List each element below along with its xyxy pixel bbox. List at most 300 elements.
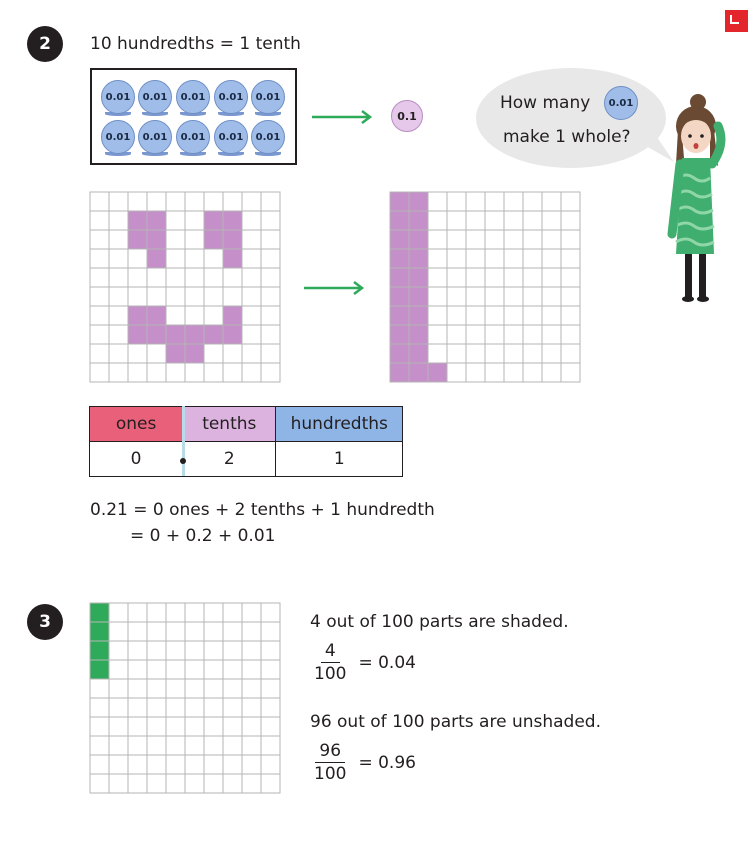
grid-cell xyxy=(223,774,242,793)
grid-cell xyxy=(542,344,561,363)
grid-cell xyxy=(466,325,485,344)
grid-cell xyxy=(223,622,242,641)
grid-cell xyxy=(185,774,204,793)
hundredth-coin: 0.01 xyxy=(251,80,285,114)
grid-cell xyxy=(466,192,485,211)
grid-cell xyxy=(561,363,580,382)
grid-cell xyxy=(128,736,147,755)
grid-cell xyxy=(542,268,561,287)
grid-cell-shaded xyxy=(390,192,409,211)
grid-cell xyxy=(147,192,166,211)
grid-cell xyxy=(242,325,261,344)
grid-cell xyxy=(128,268,147,287)
grid-cell xyxy=(485,325,504,344)
grid-cell-shaded xyxy=(128,306,147,325)
grid-cell xyxy=(90,755,109,774)
grid-cell xyxy=(523,249,542,268)
grid-cell xyxy=(561,268,580,287)
grid-cell xyxy=(166,698,185,717)
grid-cell xyxy=(166,717,185,736)
grid-cell xyxy=(166,603,185,622)
grid-cell xyxy=(447,230,466,249)
grid-cell-shaded xyxy=(90,603,109,622)
grid-cell xyxy=(466,211,485,230)
grid-cell xyxy=(504,192,523,211)
grid-cell xyxy=(261,774,280,793)
grid-cell xyxy=(147,679,166,698)
grid-cell xyxy=(466,268,485,287)
grid-cell xyxy=(109,268,128,287)
grid-cell-shaded xyxy=(223,230,242,249)
grid-cell-shaded xyxy=(390,325,409,344)
pv-value-hundredths: 1 xyxy=(276,442,403,477)
grid-cell xyxy=(485,363,504,382)
grid-cell xyxy=(242,344,261,363)
grid-cell-shaded xyxy=(409,249,428,268)
grid-cell xyxy=(185,679,204,698)
grid-cell xyxy=(523,192,542,211)
grid-cell xyxy=(485,344,504,363)
grid-cell xyxy=(90,363,109,382)
pv-header-hundredths: hundredths xyxy=(276,407,403,442)
hundredth-coin: 0.01 xyxy=(214,120,248,154)
grid-cell xyxy=(504,344,523,363)
grid-cell xyxy=(523,230,542,249)
grid-cell xyxy=(485,287,504,306)
grid-cell xyxy=(109,325,128,344)
grid-cell xyxy=(561,344,580,363)
grid-cell xyxy=(428,230,447,249)
grid-cell xyxy=(485,268,504,287)
grid-cell xyxy=(523,325,542,344)
grid-cell xyxy=(204,344,223,363)
grid-cell xyxy=(523,268,542,287)
grid-cell xyxy=(147,287,166,306)
grid-cell xyxy=(223,755,242,774)
hundred-grid-right xyxy=(389,191,581,383)
grid-cell xyxy=(242,755,261,774)
grid-cell-shaded xyxy=(409,230,428,249)
grid-cell xyxy=(204,622,223,641)
grid-cell xyxy=(90,287,109,306)
equation-line-1: 0.21 = 0 ones + 2 tenths + 1 hundredth xyxy=(90,500,435,520)
grid-cell xyxy=(485,306,504,325)
grid-cell xyxy=(166,192,185,211)
hundred-grid-left xyxy=(89,191,281,383)
grid-cell xyxy=(504,363,523,382)
grid-cell xyxy=(523,287,542,306)
grid-cell xyxy=(128,660,147,679)
grid-cell xyxy=(147,622,166,641)
grid-cell xyxy=(485,230,504,249)
grid-cell xyxy=(504,249,523,268)
grid-cell-shaded xyxy=(409,268,428,287)
grid-cell xyxy=(261,325,280,344)
grid-cell xyxy=(485,192,504,211)
grid-cell xyxy=(542,363,561,382)
grid-cell xyxy=(147,717,166,736)
grid-cell xyxy=(90,192,109,211)
grid-cell xyxy=(466,344,485,363)
grid-cell xyxy=(504,268,523,287)
grid-cell xyxy=(90,325,109,344)
grid-cell xyxy=(261,268,280,287)
grid-cell xyxy=(504,325,523,344)
grid-cell xyxy=(223,717,242,736)
grid-cell xyxy=(185,660,204,679)
grid-cell xyxy=(166,622,185,641)
grid-cell xyxy=(109,363,128,382)
grid-cell xyxy=(466,363,485,382)
grid-cell xyxy=(128,717,147,736)
grid-cell xyxy=(261,287,280,306)
grid-cell xyxy=(166,249,185,268)
grid-cell xyxy=(523,363,542,382)
grid-cell-shaded xyxy=(128,230,147,249)
right-arrow-icon xyxy=(312,110,374,124)
speech-text-line1: How many xyxy=(500,93,591,113)
grid-cell xyxy=(242,660,261,679)
grid-cell xyxy=(242,363,261,382)
grid-cell xyxy=(166,736,185,755)
grid-cell xyxy=(223,736,242,755)
grid-cell-shaded xyxy=(390,287,409,306)
grid-cell xyxy=(523,344,542,363)
grid-cell xyxy=(185,603,204,622)
grid-cell xyxy=(166,211,185,230)
grid-cell-shaded xyxy=(204,230,223,249)
fraction-result: = 0.04 xyxy=(358,652,416,673)
grid-cell-shaded xyxy=(128,325,147,344)
grid-cell xyxy=(242,641,261,660)
grid-cell xyxy=(109,230,128,249)
grid-cell xyxy=(185,698,204,717)
grid-cell xyxy=(223,363,242,382)
grid-cell xyxy=(428,344,447,363)
grid-cell xyxy=(542,306,561,325)
grid-cell xyxy=(223,287,242,306)
grid-cell xyxy=(428,211,447,230)
grid-cell xyxy=(223,192,242,211)
equation-line-2: = 0 + 0.2 + 0.01 xyxy=(130,526,276,546)
grid-cell xyxy=(542,230,561,249)
grid-cell xyxy=(147,603,166,622)
hundredth-coin: 0.01 xyxy=(176,120,210,154)
grid-cell xyxy=(128,192,147,211)
hundred-grid-q3 xyxy=(89,602,281,794)
grid-cell xyxy=(261,717,280,736)
grid-cell xyxy=(561,192,580,211)
hundredth-coin: 0.01 xyxy=(214,80,248,114)
grid-cell xyxy=(204,306,223,325)
grid-cell xyxy=(561,306,580,325)
grid-cell xyxy=(128,755,147,774)
grid-cell xyxy=(147,774,166,793)
grid-cell-shaded xyxy=(390,344,409,363)
grid-cell xyxy=(185,211,204,230)
pv-value-ones: 0 xyxy=(90,442,183,477)
grid-cell xyxy=(128,287,147,306)
grid-cell xyxy=(447,306,466,325)
grid-cell xyxy=(166,230,185,249)
grid-cell-shaded xyxy=(147,325,166,344)
grid-cell xyxy=(523,306,542,325)
grid-cell xyxy=(242,287,261,306)
grid-cell xyxy=(185,306,204,325)
grid-cell xyxy=(466,306,485,325)
decimal-point xyxy=(180,458,186,464)
grid-cell xyxy=(204,268,223,287)
hundredth-coin: 0.01 xyxy=(138,80,172,114)
grid-cell xyxy=(223,679,242,698)
place-value-table xyxy=(89,406,403,477)
tenth-coin: 0.1 xyxy=(391,100,423,132)
grid-cell-shaded xyxy=(147,230,166,249)
grid-cell xyxy=(166,306,185,325)
grid-cell-shaded xyxy=(409,211,428,230)
grid-cell xyxy=(485,249,504,268)
grid-cell xyxy=(261,306,280,325)
grid-cell xyxy=(223,344,242,363)
grid-cell xyxy=(428,287,447,306)
grid-cell xyxy=(542,249,561,268)
grid-cell xyxy=(542,325,561,344)
grid-cell xyxy=(428,306,447,325)
grid-cell xyxy=(147,660,166,679)
q3-shaded-statement: 4 out of 100 parts are shaded. xyxy=(310,612,569,632)
hundredth-coin: 0.01 xyxy=(101,80,135,114)
grid-cell xyxy=(204,774,223,793)
grid-cell xyxy=(242,736,261,755)
grid-cell xyxy=(466,249,485,268)
hundredth-coin: 0.01 xyxy=(101,120,135,154)
grid-cell xyxy=(185,192,204,211)
hundredth-coin: 0.01 xyxy=(138,120,172,154)
grid-cell xyxy=(504,306,523,325)
grid-cell xyxy=(242,774,261,793)
grid-cell xyxy=(109,306,128,325)
grid-cell xyxy=(109,660,128,679)
grid-cell xyxy=(261,230,280,249)
grid-cell xyxy=(109,249,128,268)
girl-character-illustration xyxy=(660,94,732,304)
grid-cell xyxy=(204,698,223,717)
grid-cell xyxy=(261,660,280,679)
grid-cell xyxy=(90,249,109,268)
grid-cell xyxy=(428,249,447,268)
grid-cell xyxy=(147,268,166,287)
grid-cell xyxy=(242,249,261,268)
grid-cell-shaded xyxy=(223,249,242,268)
pv-header-tenths: tenths xyxy=(183,407,276,442)
grid-cell xyxy=(242,717,261,736)
grid-cell xyxy=(185,755,204,774)
grid-cell xyxy=(485,211,504,230)
q3-fraction-2 xyxy=(310,740,416,785)
grid-cell xyxy=(128,698,147,717)
grid-cell-shaded xyxy=(147,306,166,325)
grid-cell xyxy=(447,363,466,382)
grid-cell xyxy=(166,641,185,660)
grid-cell xyxy=(147,698,166,717)
grid-cell-shaded xyxy=(185,344,204,363)
grid-cell xyxy=(185,363,204,382)
q3-fraction-1 xyxy=(310,640,416,685)
grid-cell xyxy=(428,325,447,344)
grid-cell-shaded xyxy=(223,211,242,230)
grid-cell xyxy=(109,192,128,211)
grid-cell xyxy=(166,363,185,382)
grid-cell xyxy=(128,679,147,698)
grid-cell-shaded xyxy=(166,325,185,344)
grid-cell xyxy=(242,230,261,249)
grid-cell xyxy=(147,641,166,660)
grid-cell xyxy=(90,306,109,325)
grid-cell xyxy=(90,211,109,230)
grid-cell xyxy=(109,698,128,717)
grid-cell xyxy=(261,736,280,755)
grid-cell xyxy=(261,249,280,268)
grid-cell xyxy=(204,717,223,736)
grid-cell xyxy=(204,660,223,679)
grid-cell xyxy=(542,211,561,230)
pv-header-ones: ones xyxy=(90,407,183,442)
corner-marker-icon xyxy=(725,10,748,32)
grid-cell-shaded xyxy=(223,325,242,344)
fraction-numerator: 96 xyxy=(315,740,345,763)
grid-cell xyxy=(128,622,147,641)
grid-cell xyxy=(109,736,128,755)
grid-cell xyxy=(109,717,128,736)
grid-cell xyxy=(242,622,261,641)
grid-cell xyxy=(447,268,466,287)
question-2-heading: 10 hundredths = 1 tenth xyxy=(90,34,301,54)
grid-cell xyxy=(185,268,204,287)
grid-cell xyxy=(223,660,242,679)
grid-cell-shaded xyxy=(390,268,409,287)
grid-cell xyxy=(223,603,242,622)
grid-cell xyxy=(261,192,280,211)
grid-cell xyxy=(185,736,204,755)
grid-cell-shaded xyxy=(390,249,409,268)
grid-cell xyxy=(242,268,261,287)
grid-cell xyxy=(204,192,223,211)
grid-cell xyxy=(185,717,204,736)
grid-cell-shaded xyxy=(128,211,147,230)
grid-cell-shaded xyxy=(204,211,223,230)
grid-cell xyxy=(261,622,280,641)
grid-cell xyxy=(242,211,261,230)
grid-cell-shaded xyxy=(390,363,409,382)
grid-cell xyxy=(204,736,223,755)
grid-cell-shaded xyxy=(409,192,428,211)
grid-cell xyxy=(90,268,109,287)
fraction-denominator: 100 xyxy=(314,664,347,684)
grid-cell xyxy=(185,230,204,249)
question-number-3: 3 xyxy=(27,604,63,640)
grid-cell xyxy=(166,287,185,306)
grid-cell xyxy=(504,287,523,306)
grid-cell xyxy=(128,641,147,660)
speech-hundredth-coin: 0.01 xyxy=(604,86,638,120)
speech-text-line2: make 1 whole? xyxy=(503,127,631,147)
grid-cell-shaded xyxy=(409,344,428,363)
grid-cell-shaded xyxy=(390,211,409,230)
grid-cell-shaded xyxy=(409,287,428,306)
grid-cell xyxy=(261,698,280,717)
grid-cell xyxy=(561,249,580,268)
fraction-denominator: 100 xyxy=(314,764,347,784)
grid-cell xyxy=(447,325,466,344)
grid-cell xyxy=(166,755,185,774)
grid-cell xyxy=(204,249,223,268)
grid-cell xyxy=(242,679,261,698)
grid-cell xyxy=(147,363,166,382)
grid-cell xyxy=(447,211,466,230)
grid-cell xyxy=(147,755,166,774)
grid-cell xyxy=(504,211,523,230)
grid-cell xyxy=(128,249,147,268)
grid-cell xyxy=(261,641,280,660)
question-number-2: 2 xyxy=(27,26,63,62)
grid-cell-shaded xyxy=(90,660,109,679)
fraction-result: = 0.96 xyxy=(358,752,416,773)
grid-cell-shaded xyxy=(204,325,223,344)
grid-cell xyxy=(185,249,204,268)
grid-cell xyxy=(90,717,109,736)
speech-bubble xyxy=(476,68,666,168)
grid-cell xyxy=(242,306,261,325)
grid-cell xyxy=(261,679,280,698)
grid-cell-shaded xyxy=(409,363,428,382)
grid-cell xyxy=(261,211,280,230)
grid-cell xyxy=(128,363,147,382)
grid-cell xyxy=(542,192,561,211)
grid-cell xyxy=(90,344,109,363)
grid-cell xyxy=(109,641,128,660)
grid-cell xyxy=(109,755,128,774)
grid-cell xyxy=(90,736,109,755)
q3-unshaded-statement: 96 out of 100 parts are unshaded. xyxy=(310,712,601,732)
hundredths-coin-box xyxy=(90,68,297,165)
grid-cell-shaded xyxy=(147,211,166,230)
grid-cell-shaded xyxy=(409,306,428,325)
grid-cell xyxy=(204,641,223,660)
grid-cell xyxy=(242,192,261,211)
grid-cell-shaded xyxy=(390,230,409,249)
grid-cell xyxy=(242,698,261,717)
grid-cell xyxy=(185,622,204,641)
grid-cell xyxy=(90,679,109,698)
grid-cell-shaded xyxy=(223,306,242,325)
grid-cell xyxy=(166,679,185,698)
grid-cell xyxy=(128,603,147,622)
grid-cell xyxy=(204,287,223,306)
grid-cell xyxy=(523,211,542,230)
fraction-numerator: 4 xyxy=(321,640,340,663)
grid-cell xyxy=(542,287,561,306)
grid-cell-shaded xyxy=(166,344,185,363)
hundredth-coin: 0.01 xyxy=(176,80,210,114)
decimal-divider-line xyxy=(182,406,185,476)
grid-cell xyxy=(109,679,128,698)
grid-cell xyxy=(428,268,447,287)
right-arrow-icon xyxy=(304,281,366,295)
grid-cell xyxy=(90,774,109,793)
grid-cell xyxy=(166,268,185,287)
grid-cell xyxy=(90,230,109,249)
grid-cell xyxy=(109,774,128,793)
